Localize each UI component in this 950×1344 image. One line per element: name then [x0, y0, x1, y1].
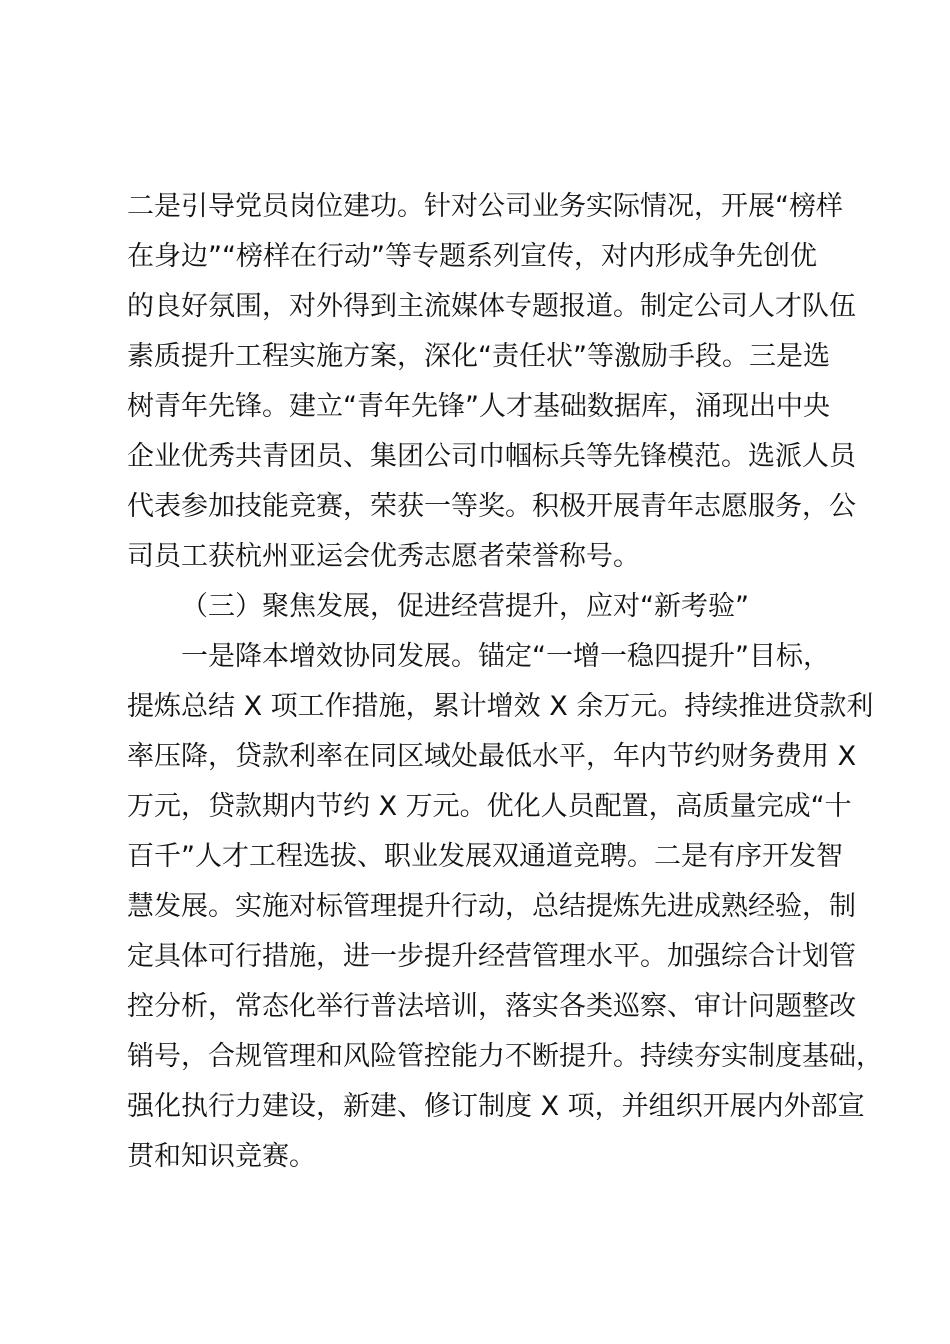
paragraph-line: 贯和知识竞赛。: [127, 1141, 316, 1172]
paragraph-line: 素质提升工程实施方案，深化“责任状”等激励手段。三是选: [127, 341, 830, 372]
paragraph-line: 司员工获杭州亚运会优秀志愿者荣誉称号。: [127, 541, 640, 572]
paragraph-line: 定具体可行措施，进一步提升经营管理水平。加强综合计划管: [127, 941, 856, 972]
paragraph-line: 销号，合规管理和风险管控能力不断提升。持续夯实制度基础，: [127, 1041, 883, 1072]
paragraph-line: 企业优秀共青团员、集团公司巾帼标兵等先锋模范。选派人员: [127, 441, 856, 472]
paragraph-line: 控分析，常态化举行普法培训，落实各类巡察、审计问题整改: [127, 991, 856, 1022]
paragraph-line: 一是降本增效协同发展。锚定“一增一稳四提升”目标，: [181, 641, 830, 672]
paragraph-line: 树青年先锋。建立“青年先锋”人才基础数据库，涌现出中央: [127, 391, 830, 422]
section-heading: （三）聚焦发展，促进经营提升，应对“新考验”: [181, 591, 749, 622]
paragraph-line: 代表参加技能竞赛，荣获一等奖。积极开展青年志愿服务，公: [127, 491, 856, 522]
paragraph-line: 强化执行力建设，新建、修订制度 X 项，并组织开展内外部宣: [127, 1091, 865, 1122]
paragraph-line: 率压降，贷款利率在同区域处最低水平，年内节约财务费用 X: [127, 741, 857, 772]
paragraph-line: 万元，贷款期内节约 X 万元。优化人员配置，高质量完成“十: [127, 791, 852, 822]
paragraph-line: 在身边”“榜样在行动”等专题系列宣传，对内形成争先创优: [127, 241, 817, 272]
paragraph-line: 的良好氛围，对外得到主流媒体专题报道。制定公司人才队伍: [127, 291, 856, 322]
paragraph-line: 百千”人才工程选拔、职业发展双通道竞聘。二是有序开发智: [127, 841, 843, 872]
paragraph-line: 提炼总结 X 项工作措施，累计增效 X 余万元。持续推进贷款利: [127, 691, 874, 722]
document-body: [127, 182, 883, 1182]
paragraph-line: 二是引导党员岗位建功。针对公司业务实际情况，开展“榜样: [127, 191, 843, 222]
paragraph-line: 慧发展。实施对标管理提升行动，总结提炼先进成熟经验，制: [127, 891, 856, 922]
